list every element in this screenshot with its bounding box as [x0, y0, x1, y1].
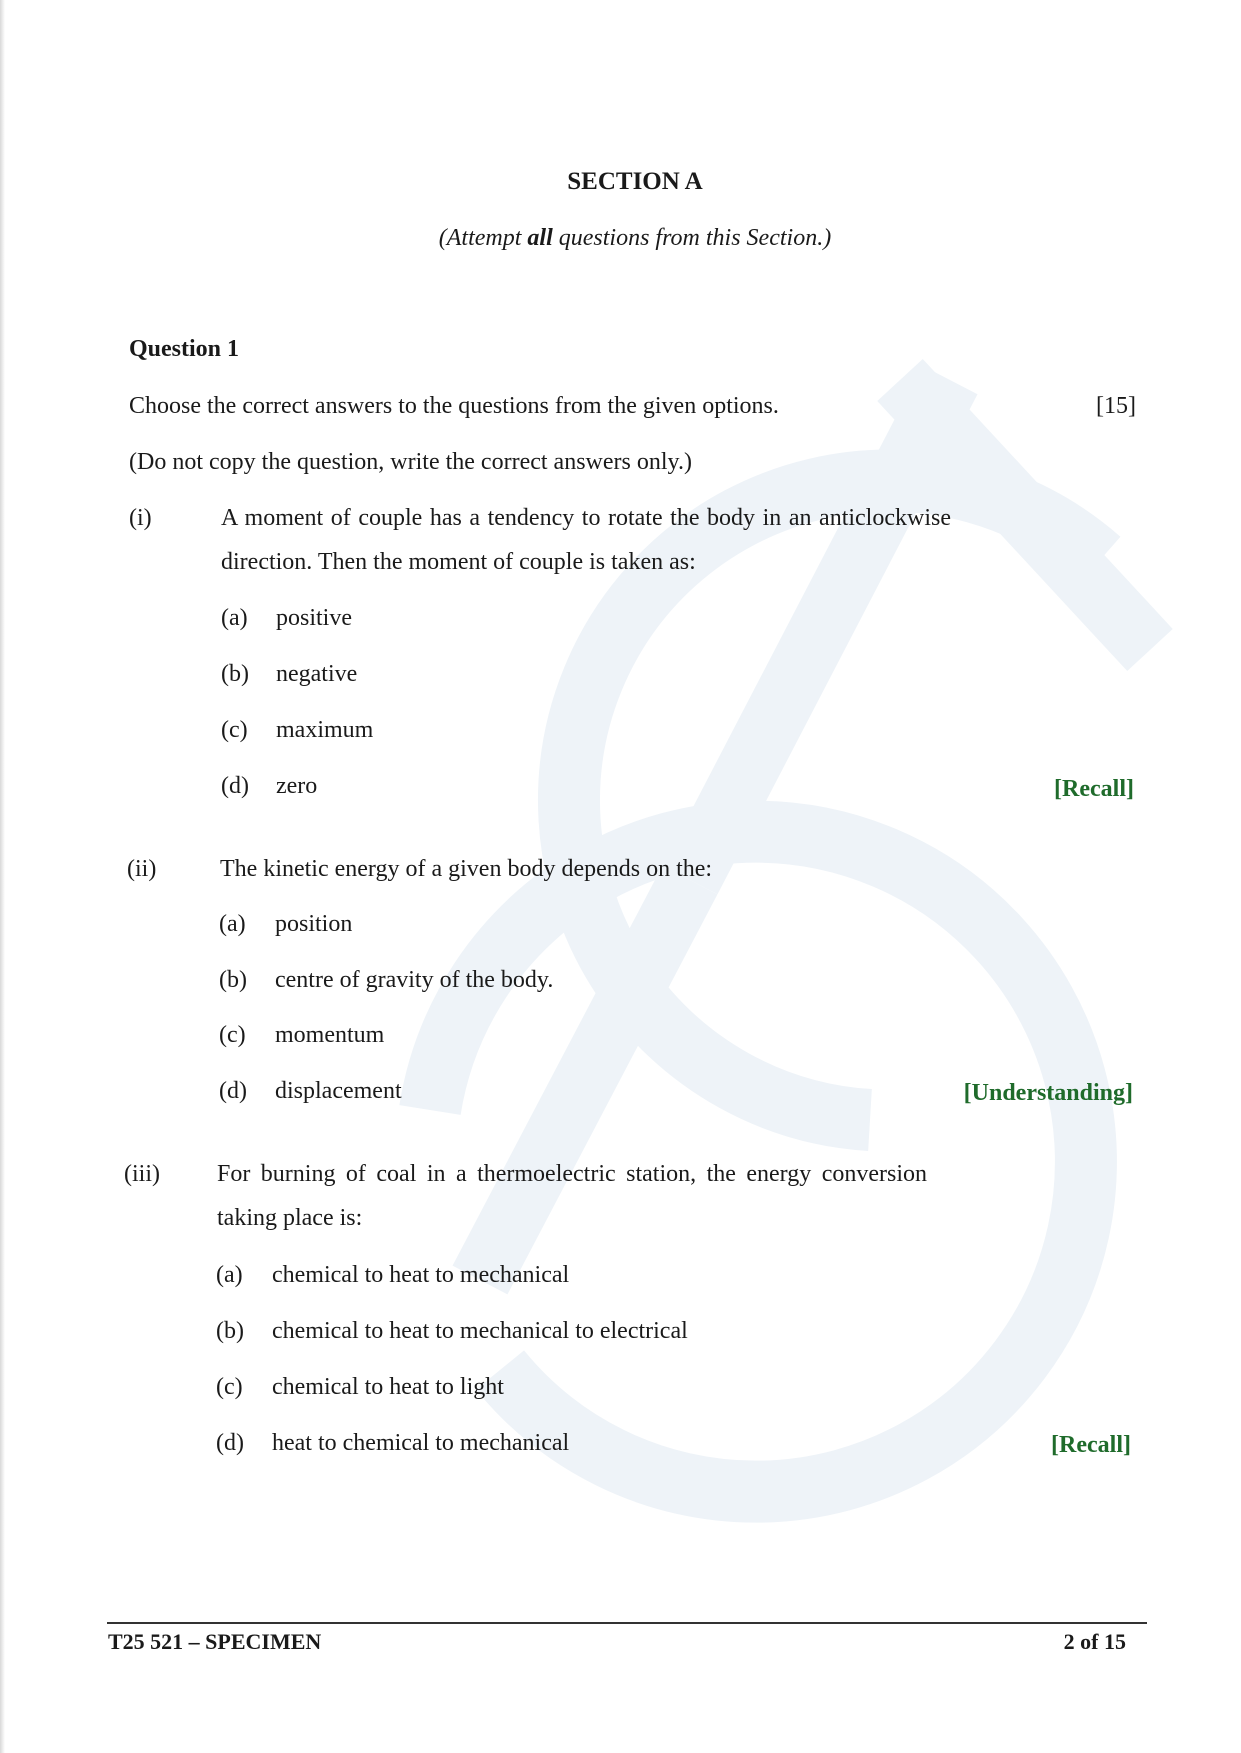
item-stem: For burning of coal in a thermoelectric station, the energy conversion taking place is: — [217, 1161, 927, 1231]
cognitive-tag: [Understanding] — [963, 1080, 1133, 1106]
option-text: negative — [276, 661, 358, 687]
option-text: heat to chemical to mechanical — [272, 1430, 570, 1456]
option-label: (d) — [221, 773, 249, 799]
option-text: chemical to heat to mechanical — [272, 1262, 570, 1288]
option-text: position — [275, 911, 353, 937]
instruction-suffix: questions from this Section.) — [552, 225, 832, 251]
section-instruction — [0, 225, 1241, 252]
option-label: (a) — [221, 605, 248, 631]
page-number: 2 of 15 — [1063, 1629, 1126, 1654]
question-marks: [15] — [1096, 393, 1136, 419]
instruction-prefix: (Attempt — [438, 225, 528, 251]
option-label: (d) — [219, 1078, 247, 1104]
option-label: (a) — [216, 1262, 243, 1288]
item-number: (i) — [129, 505, 152, 531]
option-text: momentum — [275, 1022, 385, 1048]
option-text: chemical to heat to light — [272, 1374, 504, 1400]
question-title: Question 1 — [129, 336, 240, 362]
cognitive-tag: [Recall] — [1051, 1432, 1131, 1458]
cognitive-tag: [Recall] — [1054, 776, 1134, 802]
option-label: (d) — [216, 1430, 244, 1456]
option-text: displacement — [275, 1078, 402, 1104]
option-text: positive — [276, 605, 352, 631]
item-number: (iii) — [124, 1161, 160, 1187]
instruction-emphasis: all — [527, 225, 553, 251]
option-label: (a) — [219, 911, 246, 937]
footer-rule — [107, 1622, 1147, 1624]
option-label: (c) — [219, 1022, 246, 1048]
option-text: maximum — [276, 717, 374, 743]
paper-code: T25 521 – SPECIMEN — [108, 1629, 322, 1654]
option-text: zero — [276, 773, 318, 799]
section-title: SECTION A — [567, 168, 703, 195]
option-label: (c) — [221, 717, 248, 743]
option-text: centre of gravity of the body. — [275, 967, 554, 993]
option-label: (b) — [219, 967, 247, 993]
option-label: (b) — [216, 1318, 244, 1344]
option-label: (c) — [216, 1374, 243, 1400]
item-stem: The kinetic energy of a given body depends on the: — [220, 856, 713, 882]
option-text: chemical to heat to mechanical to electrical — [272, 1318, 688, 1344]
question-prompt: Choose the correct answers to the questions from the given options. — [129, 393, 779, 419]
option-label: (b) — [221, 661, 249, 687]
page-edge-shadow — [0, 0, 5, 1753]
item-number: (ii) — [127, 856, 157, 882]
question-note: (Do not copy the question, write the correct answers only.) — [129, 449, 692, 475]
item-stem: A moment of couple has a tendency to rotate the body in an anticlockwise direction. Then the moment of couple is taken as: — [221, 505, 951, 575]
